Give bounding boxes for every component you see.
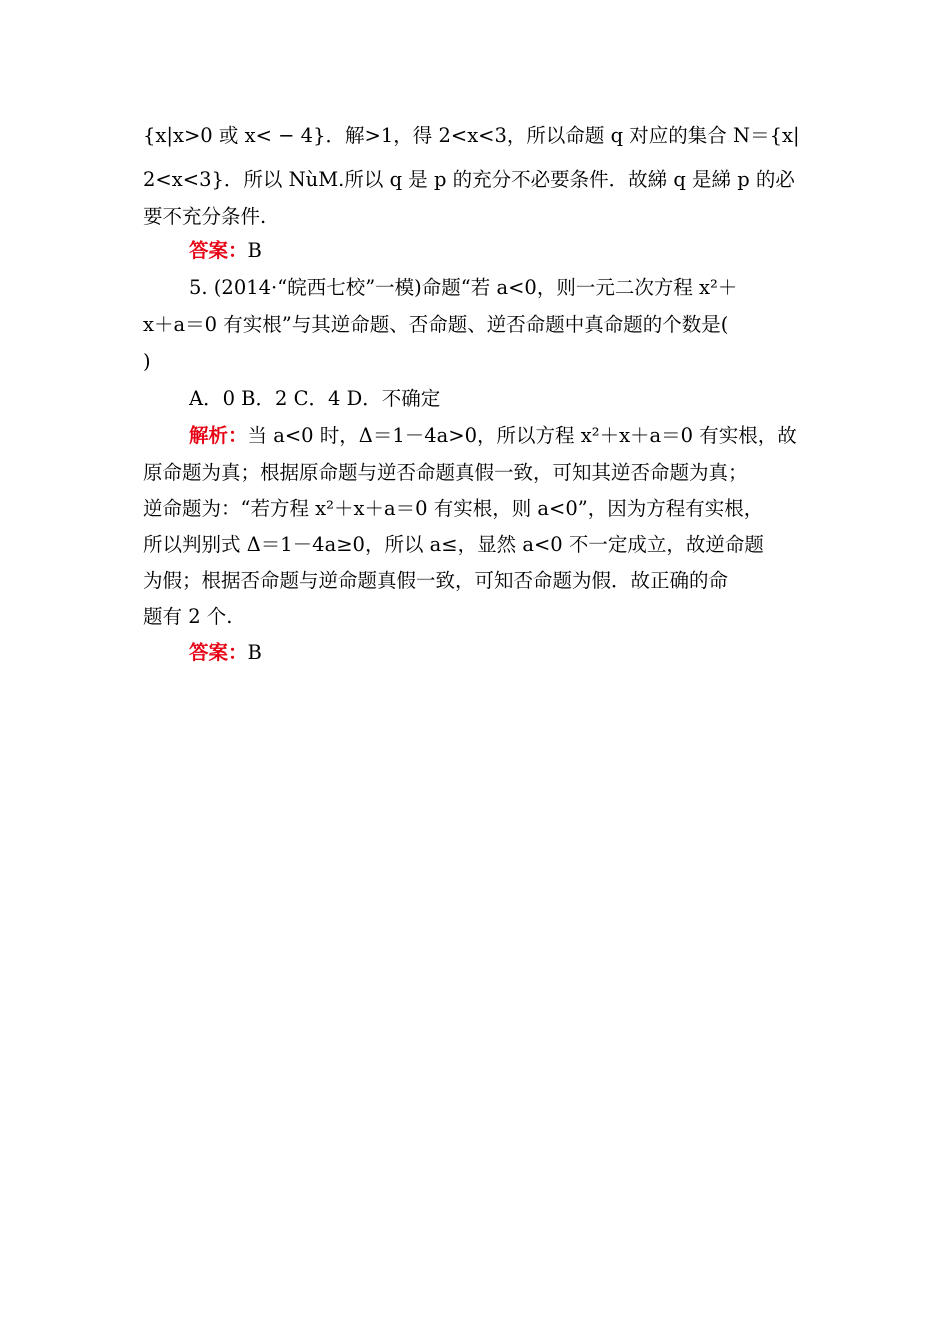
prev-answer — [189, 239, 262, 263]
prev-solution-line-2: 2<x<3}．所以 NùM.所以 q 是 p 的充分不必要条件．故綈 q 是綈 p 的必 — [143, 168, 795, 191]
final-answer-label: 答案： — [189, 641, 248, 664]
prev-solution-line-3: 要不充分条件. — [143, 205, 267, 228]
analysis-label: 解析： — [189, 424, 248, 447]
prev-answer-value: B — [247, 239, 262, 262]
analysis-line-3: 逆命题为：“若方程 x²＋x＋a＝0 有实根，则 a<0”，因为方程有实根， — [143, 497, 764, 520]
analysis-line-5: 为假；根据否命题与逆命题真假一致，可知否命题为假．故正确的命 — [143, 569, 729, 592]
analysis-text-1: 当 a<0 时，Δ＝1－4a>0，所以方程 x²＋x＋a＝0 有实根，故 — [247, 424, 797, 447]
analysis-line-1 — [189, 424, 797, 448]
question-line-1: 5. (2014·“皖西七校”一模)命题“若 a<0，则一元二次方程 x²＋ — [189, 276, 738, 299]
prev-answer-label: 答案： — [189, 239, 248, 262]
final-answer — [189, 641, 262, 665]
analysis-line-4: 所以判别式 Δ＝1－4a≥0，所以 a≤，显然 a<0 不一定成立，故逆命题 — [143, 533, 764, 556]
analysis-line-6: 题有 2 个. — [143, 605, 233, 628]
answer-options: A．0 B．2 C．4 D．不确定 — [189, 387, 441, 410]
prev-solution-line-1: {x|x>0 或 x< − 4}．解>1，得 2<x<3，所以命题 q 对应的集合 N＝{x| — [143, 124, 800, 147]
final-answer-value: B — [247, 641, 262, 664]
question-line-3: ) — [143, 350, 151, 373]
analysis-line-2: 原命题为真；根据原命题与逆否命题真假一致，可知其逆否命题为真； — [143, 461, 748, 484]
question-line-2: x＋a＝0 有实根”与其逆命题、否命题、逆否命题中真命题的个数是( — [143, 313, 729, 336]
